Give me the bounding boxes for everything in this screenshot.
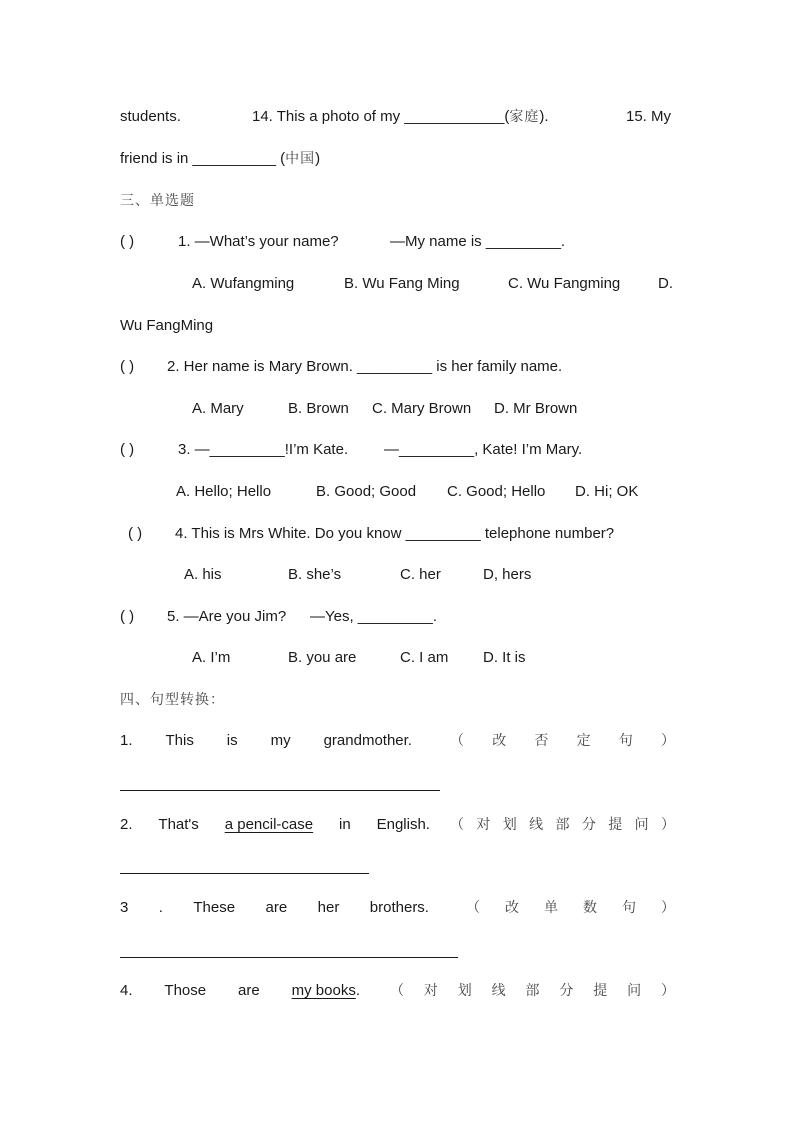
question-15-cont bbox=[120, 149, 320, 169]
hint-char: 改 bbox=[505, 900, 519, 916]
s2-word: English. bbox=[376, 816, 430, 833]
s4-period: . bbox=[355, 982, 360, 999]
fill-in-line-1-start bbox=[120, 107, 181, 127]
hint-char: 句 bbox=[618, 733, 633, 749]
q1-reply: —My name is _________. bbox=[390, 233, 566, 250]
s3-word: These bbox=[193, 899, 236, 916]
q5-option-c: C. I am bbox=[400, 649, 449, 666]
q3-stem: 3. —_________!I’m Kate. bbox=[178, 441, 349, 458]
hint-char: 提 bbox=[608, 817, 623, 833]
hint-char: 分 bbox=[581, 817, 596, 833]
hint-char: 单 bbox=[544, 900, 558, 916]
q3-option-d: D. Hi; OK bbox=[575, 483, 639, 500]
q4-paren: ( ) bbox=[128, 525, 143, 542]
q3-reply: —_________, Kate! I’m Mary. bbox=[384, 441, 583, 458]
hint-char: 线 bbox=[491, 983, 506, 999]
hint-char: 线 bbox=[529, 817, 544, 833]
s2-underlined-phrase: a pencil-case bbox=[224, 816, 314, 833]
hint-char: 部 bbox=[555, 817, 570, 833]
q2-stem: 2. Her name is Mary Brown. _________ is her family name. bbox=[167, 358, 563, 375]
s1-hint bbox=[450, 731, 675, 751]
q2-paren: ( ) bbox=[120, 358, 135, 375]
s4-hint bbox=[390, 981, 675, 1001]
s4-underlined-phrase: my books bbox=[291, 982, 356, 999]
q1-stem: 1. —What’s your name? bbox=[178, 233, 339, 250]
q3-option-c: C. Good; Hello bbox=[447, 483, 546, 500]
s1-word: grandmother. bbox=[323, 732, 412, 749]
q3-paren: ( ) bbox=[120, 441, 135, 458]
s2-answer-line[interactable] bbox=[120, 873, 369, 874]
hint-char: 定 bbox=[576, 733, 591, 749]
q4-option-b: B. she’s bbox=[288, 566, 342, 583]
q5-paren: ( ) bbox=[120, 608, 135, 625]
q4-option-a: A. his bbox=[184, 566, 222, 583]
q3-option-b: B. Good; Good bbox=[316, 483, 417, 500]
q2-option-d: D. Mr Brown bbox=[494, 400, 578, 417]
q4-option-d: D, hers bbox=[483, 566, 532, 583]
q2-option-a: A. Mary bbox=[192, 400, 244, 417]
s1-word: my bbox=[270, 732, 291, 749]
q5-option-d: D. It is bbox=[483, 649, 526, 666]
q5-option-a: A. I’m bbox=[192, 649, 231, 666]
hint-char: 对 bbox=[476, 817, 491, 833]
q2-option-b: B. Brown bbox=[288, 400, 349, 417]
hint-char: 数 bbox=[583, 900, 597, 916]
question-14-text: 14. This a photo of my ____________( bbox=[252, 108, 510, 125]
s4-word: are bbox=[238, 982, 260, 999]
s3-word: . bbox=[158, 899, 163, 916]
s2-word: That's bbox=[158, 816, 199, 833]
hint-char: （ bbox=[450, 733, 464, 749]
section-3-heading: 三、单选题 bbox=[120, 193, 195, 209]
s1-word: 1. bbox=[120, 732, 133, 749]
hint-char: 部 bbox=[525, 983, 540, 999]
q5-reply: —Yes, _________. bbox=[310, 608, 438, 625]
hint-char: 问 bbox=[627, 983, 642, 999]
hint-char: 对 bbox=[423, 983, 438, 999]
q1-option-d: D. bbox=[658, 275, 673, 292]
hint-char: 句 bbox=[622, 900, 636, 916]
s3-word: her bbox=[317, 899, 340, 916]
hint-char: （ bbox=[390, 983, 404, 999]
s2-word: in bbox=[339, 816, 351, 833]
q5-stem: 5. —Are you Jim? bbox=[167, 608, 287, 625]
q1-option-d-cont: Wu FangMing bbox=[120, 317, 214, 334]
s3-word: 3 bbox=[120, 899, 129, 916]
hint-char: ） bbox=[661, 817, 675, 833]
hint-char: ） bbox=[660, 733, 675, 749]
question-14-hint: 家庭 bbox=[509, 109, 540, 125]
s4-word: Those bbox=[164, 982, 207, 999]
hint-char: （ bbox=[450, 817, 464, 833]
question-15-end: ) bbox=[315, 150, 321, 167]
hint-char: 否 bbox=[534, 733, 549, 749]
s4-word: 4. bbox=[120, 982, 133, 999]
fill-in-text: students. bbox=[120, 108, 181, 125]
q1-option-a: A. Wufangming bbox=[192, 275, 295, 292]
s1-answer-line[interactable] bbox=[120, 790, 440, 791]
hint-char: 划 bbox=[502, 817, 517, 833]
question-15-hint: 中国 bbox=[285, 151, 316, 167]
s2-word: 2. bbox=[120, 816, 133, 833]
question-15-text: 15. My bbox=[626, 108, 672, 125]
s1-word: This bbox=[165, 732, 194, 749]
question-14-end: ). bbox=[539, 108, 549, 125]
s3-answer-line[interactable] bbox=[120, 957, 458, 958]
q1-paren: ( ) bbox=[120, 233, 135, 250]
s4-sentence bbox=[120, 981, 360, 1001]
question-15-text-cont: friend is in __________ ( bbox=[120, 150, 286, 167]
s1-sentence bbox=[120, 731, 412, 751]
question-15-start bbox=[626, 107, 671, 127]
s1-word: is bbox=[226, 732, 238, 749]
s3-word: are bbox=[265, 899, 288, 916]
hint-char: （ bbox=[466, 900, 480, 916]
q4-option-c: C. her bbox=[400, 566, 441, 583]
q4-stem: 4. This is Mrs White. Do you know _________ telephone number? bbox=[175, 525, 615, 542]
hint-char: ） bbox=[661, 900, 675, 916]
hint-char: 提 bbox=[593, 983, 608, 999]
s2-sentence bbox=[120, 815, 430, 835]
s4-underlined-group bbox=[292, 981, 360, 1001]
hint-char: 分 bbox=[559, 983, 574, 999]
q1-option-c: C. Wu Fangming bbox=[508, 275, 621, 292]
question-14 bbox=[252, 107, 549, 127]
s2-hint bbox=[450, 815, 675, 835]
hint-char: 问 bbox=[634, 817, 649, 833]
q2-option-c: C. Mary Brown bbox=[372, 400, 472, 417]
hint-char: 划 bbox=[457, 983, 472, 999]
q1-option-b: B. Wu Fang Ming bbox=[344, 275, 460, 292]
s3-sentence bbox=[120, 898, 429, 918]
hint-char: 改 bbox=[492, 733, 507, 749]
section-4-heading: 四、句型转换： bbox=[120, 692, 225, 708]
hint-char: ） bbox=[661, 983, 675, 999]
q5-option-b: B. you are bbox=[288, 649, 357, 666]
q3-option-a: A. Hello; Hello bbox=[176, 483, 272, 500]
s3-word: brothers. bbox=[369, 899, 429, 916]
s3-hint bbox=[466, 898, 675, 918]
